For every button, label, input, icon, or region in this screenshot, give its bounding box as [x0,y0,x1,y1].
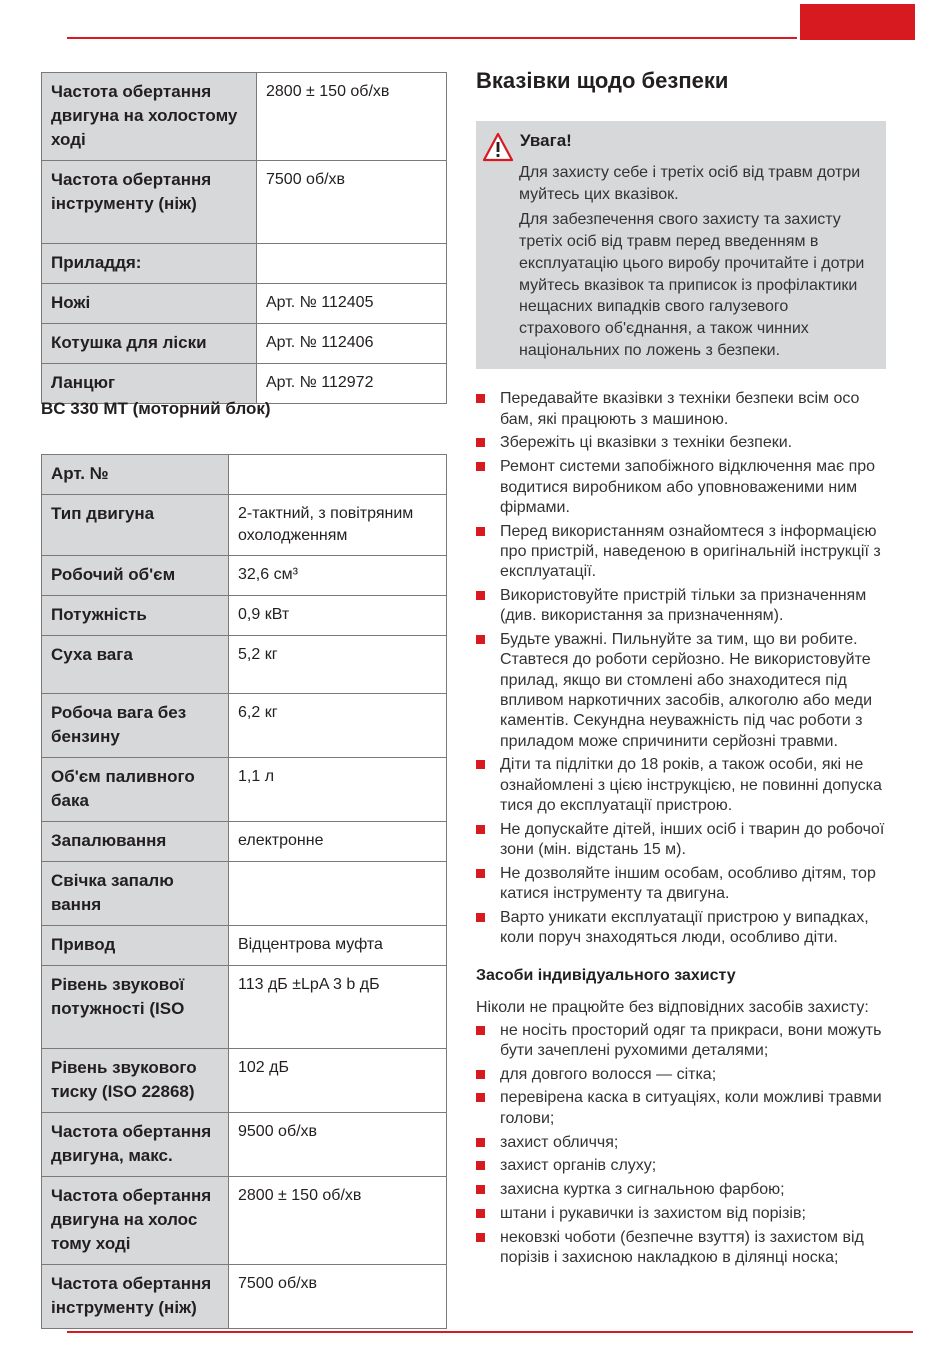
list-item-text: Не дозволяйте іншим особам, особливо дітям, тор катися інструменту та двигуна. [500,864,876,903]
list-item [476,820,886,861]
table-row [42,694,447,758]
list-item-text: Варто уникати експлуатації пристрою у випадках, коли поруч знаходяться люди, особливо діти. [500,908,869,947]
warning-box [476,121,886,369]
spec-label: Тип двигуна [42,495,229,556]
header-accent-block [800,4,915,40]
table-row [42,161,447,244]
list-item-text: захист органів слуху; [500,1157,657,1175]
spec-label: Ножі [42,284,257,324]
spec-value: 113 дБ ±LpA 3 b дБ [229,966,447,1049]
list-item [476,630,886,752]
warning-paragraph: Для захисту себе і третіх осіб від травм дотри муйтесь цих вказівок. [519,164,861,203]
spec-label: Ланцюг [42,364,257,404]
table-row [42,636,447,694]
bullet-square-icon [476,1185,485,1194]
table-row [42,324,447,364]
spec-value: 5,2 кг [229,636,447,694]
list-item-text: перевірена каска в ситуаціях, коли можливі травми голови; [500,1089,882,1127]
spec-value: Відцентрова муфта [229,926,447,966]
bullet-square-icon [476,869,485,878]
section-subheading: BC 330 MT (моторний блок) [41,399,271,418]
table-row [42,284,447,324]
table-row [42,926,447,966]
bullet-square-icon [476,591,485,600]
bullet-square-icon [476,1161,485,1170]
bullet-square-icon [476,760,485,769]
list-item [476,1228,886,1269]
bullet-square-icon [476,1138,485,1147]
spec-value: 102 дБ [229,1049,447,1113]
table-row [42,73,447,161]
list-item-text: Використовуйте пристрій тільки за призначенням (див. використання за призначенням). [500,587,867,625]
table-row [42,244,447,284]
list-item-text: Ремонт системи запобіжного відключення має про водитися виробником або уповноваженими ним фірмами. [500,458,876,516]
spec-table-motor-unit [41,454,447,1329]
spec-label: Робоча вага без бензину [42,694,229,758]
table-row [42,556,447,596]
list-item [476,433,886,453]
spec-value: 2800 ± 150 об/хв [257,73,447,161]
bullet-square-icon [476,462,485,471]
safety-bullet-list [476,389,886,948]
list-item [476,1065,886,1085]
warning-header [482,129,874,162]
spec-label: Суха вага [42,636,229,694]
list-item-text: нековзкі чоботи (безпечне взуття) із захистом від порізів і захисною накладкою в ділянці носка; [500,1228,864,1267]
list-item-text: Передавайте вказівки з техніки безпеки всім осо бам, які працюють з машиною. [500,390,860,428]
table-row [42,364,447,404]
list-item [476,586,886,627]
spec-label: Об'єм паливного бака [42,758,229,822]
table-row [42,1049,447,1113]
list-item [476,522,886,583]
bullet-square-icon [476,1070,485,1079]
spec-value [229,455,447,495]
spec-value: 2800 ± 150 об/хв [229,1177,447,1265]
header-rule [67,37,797,39]
spec-label: Рівень звукового тиску (ISO 22868) [42,1049,229,1113]
spec-value: 32,6 см³ [229,556,447,596]
list-item [476,389,886,430]
list-item-text: Діти та підлітки до 18 років, а також особи, які не ознайомлені з цією інструкцією, не повинні допуска тися до експлуатації пристрою. [500,756,882,814]
spec-value: електронне [229,822,447,862]
bullet-square-icon [476,394,485,403]
list-item-text: Не допускайте дітей, інших осіб і тварин до робочої зони (мін. відстань 15 м). [500,820,885,859]
bullet-square-icon [476,438,485,447]
list-item-text: для довгого волосся — сітка; [500,1065,717,1083]
spec-value: 1,1 л [229,758,447,822]
list-item [476,1156,886,1176]
list-item-text: Збережіть ці вказівки з техніки безпеки. [500,434,793,452]
spec-label: Частота обертання двигуна на холос тому ході [42,1177,229,1265]
list-item-text: штани і рукавички із захистом від порізів; [500,1204,806,1222]
table-row [42,862,447,926]
table-row [42,822,447,862]
spec-label: Котушка для ліски [42,324,257,364]
list-item [476,1088,886,1129]
bullet-square-icon [476,1026,485,1035]
list-item [476,908,886,949]
bullet-square-icon [476,527,485,536]
spec-value [229,862,447,926]
spec-label: Робочий об'єм [42,556,229,596]
section-title: Вказівки щодо безпеки [476,68,729,93]
spec-value: 7500 об/хв [257,161,447,244]
table-row [42,596,447,636]
spec-label: Частота обертання інструменту (ніж) [42,161,257,244]
list-item-text: Перед використанням ознайомтеся з інформацією про пристрій, наведеною в оригінальній інструкції з експлуатації. [500,522,881,581]
warning-triangle-icon [482,132,514,162]
spec-label: Запалювання [42,822,229,862]
spec-value: 0,9 кВт [229,596,447,636]
spec-label: Потужність [42,596,229,636]
list-item-text: захист обличчя; [500,1133,619,1151]
spec-label: Рівень звукової потужності (ISO [42,966,229,1049]
spec-value: 2-тактний, з повітряним охолодженням [229,495,447,556]
spec-value: 7500 об/хв [229,1265,447,1329]
list-item-text: захисна куртка з сигнальною фарбою; [500,1181,785,1199]
list-item-text: Будьте уважні. Пильнуйте за тим, що ви робите. Ставтеся до роботи серйозно. Не використовуйте прилад, якщо ви стомлені або знаходитеся під впливом наркотичних засобів, алкоголю або меди каментів. Секундна неуважність під час роботи з приладом може спричинити серйозні травми. [500,631,873,750]
spec-table-accessories [41,72,447,404]
table-row [42,1113,447,1177]
ppe-heading: Засоби індивідуального захисту [476,966,736,984]
warning-paragraph: Для забезпечення свого захисту та захисту третіх осіб від травм перед введенням в експлуатацію цього виробу прочитайте і дотри муйтесь вказівок та приписок із профілактики нещасних випадків свого галузевого страхового об'єднання, а також чинних національних по ложень з безпеки. [519,211,865,359]
spec-label: Арт. № [42,455,229,495]
warning-title: Увага! [520,131,572,150]
spec-label: Частота обертання інструменту (ніж) [42,1265,229,1329]
ppe-bullet-list [476,1021,886,1269]
bullet-square-icon [476,635,485,644]
spec-value: 6,2 кг [229,694,447,758]
spec-label: Приладдя: [42,244,257,284]
table-row [42,966,447,1049]
bullet-square-icon [476,913,485,922]
spec-label: Частота обертання двигуна на холостому ході [42,73,257,161]
list-item [476,864,886,905]
list-item [476,1180,886,1200]
list-item [476,1021,886,1062]
table-row [42,1265,447,1329]
list-item [476,1133,886,1153]
list-item-text: не носіть просторий одяг та прикраси, вони можуть бути зачеплені рухомими деталями; [500,1021,882,1059]
spec-label: Свічка запалю вання [42,862,229,926]
spec-label: Привод [42,926,229,966]
table-row [42,495,447,556]
list-item [476,1204,886,1224]
table-row [42,1177,447,1265]
ppe-intro: Ніколи не працюйте без відповідних засобів захисту: [476,998,869,1016]
spec-value: Арт. № 112405 [257,284,447,324]
spec-value: 9500 об/хв [229,1113,447,1177]
spec-value [257,244,447,284]
spec-label: Частота обертання двигуна, макс. [42,1113,229,1177]
bullet-square-icon [476,1233,485,1242]
bullet-square-icon [476,1209,485,1218]
table-row [42,455,447,495]
spec-value: Арт. № 112972 [257,364,447,404]
spec-value: Арт. № 112406 [257,324,447,364]
list-item [476,755,886,816]
table-row [42,758,447,822]
safety-section [476,66,886,1272]
list-item [476,457,886,518]
footer-rule [67,1331,913,1333]
bullet-square-icon [476,825,485,834]
bullet-square-icon [476,1093,485,1102]
